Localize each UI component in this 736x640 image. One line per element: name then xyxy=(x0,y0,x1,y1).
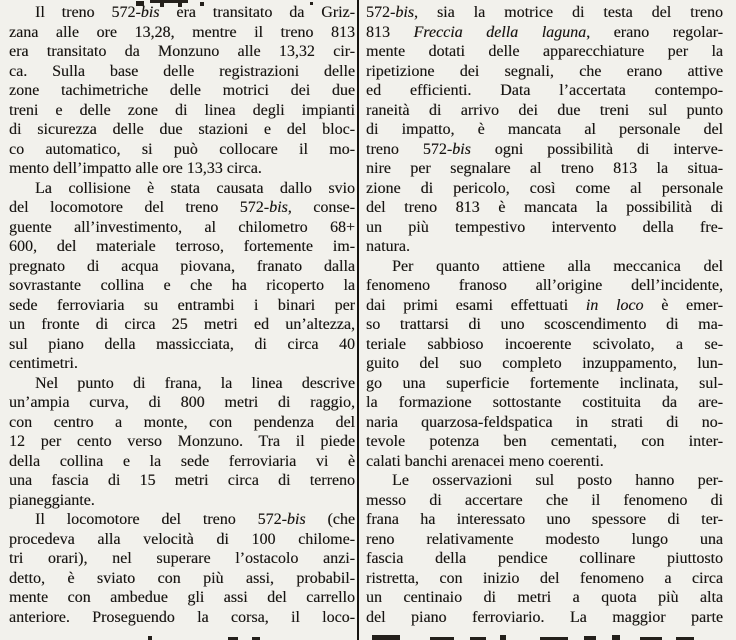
text-line xyxy=(366,510,723,530)
text-line xyxy=(366,393,723,413)
text-line xyxy=(9,257,355,277)
text-segment: 813 xyxy=(366,23,414,41)
text-segment: del piano ferroviario. La maggior parte xyxy=(366,608,723,626)
text-line xyxy=(9,354,355,374)
cut-text-fragment xyxy=(584,636,596,640)
text-segment: sede ferroviaria su entrambi i binari per xyxy=(9,296,355,314)
text-line xyxy=(9,510,355,530)
text-line xyxy=(9,237,355,257)
cut-text-fragment xyxy=(612,635,620,640)
text-segment: , conse- xyxy=(287,199,355,216)
text-line xyxy=(9,530,355,550)
text-segment: un più tempestivo intervento della fre- xyxy=(366,218,723,236)
text-segment: ristretta, con inizio del fenomeno a circa xyxy=(366,569,723,587)
text-segment: sovrastante collina e che ha ricoperto la xyxy=(9,277,355,294)
cut-text-fragment xyxy=(500,635,506,640)
text-segment: zione di pericolo, così come al personale xyxy=(366,179,723,197)
italic-text-segment: in loco xyxy=(585,296,644,314)
text-segment: è emer- xyxy=(643,296,723,314)
text-segment: centimetri. xyxy=(9,355,78,372)
text-line xyxy=(366,62,723,82)
text-segment: go una superficie fortemente inclinata, sul- xyxy=(366,374,723,392)
text-line xyxy=(9,159,355,179)
text-segment: calati banchi arenacei meno coerenti. xyxy=(366,452,604,470)
text-line xyxy=(9,452,355,472)
text-line xyxy=(366,3,723,23)
text-line xyxy=(9,393,355,413)
text-segment: 572- xyxy=(366,4,396,21)
right-text-column xyxy=(366,3,723,627)
text-segment: ripetizione dei segnali, che erano attive xyxy=(366,62,723,80)
text-segment: tevole potenza ben cementati, con inter- xyxy=(366,433,723,450)
text-segment: sul piano della massicciata, di circa 40 xyxy=(9,335,355,353)
text-line xyxy=(9,179,355,199)
text-line xyxy=(366,257,723,277)
text-line xyxy=(9,335,355,355)
text-line xyxy=(9,374,355,394)
text-segment: ogni possibilità di interve- xyxy=(470,140,723,158)
text-segment: messo di accertare che il fenomeno di xyxy=(366,491,723,509)
text-segment: una fascia di 15 metri circa di terreno xyxy=(9,472,355,489)
text-line xyxy=(9,569,355,589)
text-segment: un fronte di circa 25 metri ed un’altezza, xyxy=(9,316,355,333)
text-segment: zana alle ore 13,28, mentre il treno 813 xyxy=(9,23,355,41)
text-line xyxy=(366,296,723,316)
text-line xyxy=(366,81,723,101)
text-line xyxy=(366,335,723,355)
column-divider-rule xyxy=(357,0,359,640)
text-line xyxy=(366,588,723,608)
text-line xyxy=(366,354,723,374)
text-line xyxy=(9,276,355,296)
text-line xyxy=(9,81,355,101)
italic-text-segment: bis xyxy=(286,511,306,528)
text-segment: raneità di arrivo dei due treni sul punto xyxy=(366,101,723,119)
text-line xyxy=(366,374,723,394)
text-line xyxy=(366,237,723,257)
text-segment: reno relativamente modesto lungo una xyxy=(366,530,723,548)
text-line xyxy=(9,549,355,569)
text-line xyxy=(366,413,723,433)
text-segment: zone tachimetriche delle motrici dei due xyxy=(9,82,355,99)
text-segment: natura. xyxy=(366,238,410,255)
text-segment: di impatto, è mancata al personale del xyxy=(366,121,723,138)
text-line xyxy=(366,198,723,218)
text-line xyxy=(9,101,355,121)
text-line xyxy=(366,101,723,121)
text-segment: so trattarsi di uno scoscendimento di ma- xyxy=(366,316,723,333)
text-segment: ed efficienti. Data l’accertata contempo- xyxy=(366,82,723,99)
text-segment: con centro a monte, con pendenza del xyxy=(9,413,355,431)
left-text-column xyxy=(9,3,355,627)
text-segment: mente con ambedue gli assi del carrello xyxy=(9,589,355,606)
text-segment: ca. Sulla base delle registrazioni delle xyxy=(9,62,355,80)
text-line xyxy=(366,159,723,179)
text-line xyxy=(366,452,723,472)
text-segment: del treno 813 è mancata la possibilità di xyxy=(366,199,723,216)
text-segment: 600, del materiale terroso, fortemente im- xyxy=(9,238,355,255)
text-segment: tri orari), nel superare l’ostacolo anzi- xyxy=(9,550,355,567)
text-line xyxy=(366,432,723,452)
text-segment: , erano regolar- xyxy=(586,23,723,41)
text-segment: naria quarzosa-feldspatica in strati di no- xyxy=(366,413,723,431)
text-segment: guente all’investimento, al chilometro 68+ xyxy=(9,218,355,236)
text-segment: 12 per cento verso Monzuno. Tra il piede xyxy=(9,433,355,450)
text-line xyxy=(9,23,355,43)
text-segment: Nel punto di frana, la linea descrive xyxy=(35,374,355,392)
cut-text-fragment xyxy=(372,635,400,640)
text-line xyxy=(9,296,355,316)
text-line xyxy=(9,120,355,140)
text-line xyxy=(366,530,723,550)
italic-text-segment: bis xyxy=(140,4,160,21)
cut-text-fragment xyxy=(148,636,152,640)
text-segment: pianeggiante. xyxy=(9,491,95,509)
text-line xyxy=(9,62,355,82)
text-line xyxy=(9,432,355,452)
text-line xyxy=(9,608,355,628)
text-line xyxy=(366,140,723,160)
italic-text-segment: bis xyxy=(395,4,414,21)
text-line xyxy=(366,218,723,238)
text-segment: mente dotati delle apparecchiature per la xyxy=(366,43,723,60)
text-line xyxy=(9,413,355,433)
text-line xyxy=(366,569,723,589)
text-line xyxy=(366,179,723,199)
text-segment: treni e delle zone di linea degli impianti xyxy=(9,101,355,119)
text-line xyxy=(9,491,355,511)
text-line xyxy=(366,23,723,43)
text-line xyxy=(9,315,355,335)
text-line xyxy=(366,549,723,569)
text-line xyxy=(9,218,355,238)
text-segment: guito del suo completo inzuppamento, lun- xyxy=(366,355,723,372)
text-line xyxy=(9,588,355,608)
text-segment: La collisione è stata causata dallo svio xyxy=(35,179,355,197)
text-segment: (che xyxy=(305,511,355,528)
text-line xyxy=(366,608,723,628)
text-segment: , sia la motrice di testa del treno xyxy=(414,4,723,21)
text-segment: Il locomotore del treno 572- xyxy=(35,511,287,528)
text-segment: teriale sabbioso incoerente scivolato, a se- xyxy=(366,335,723,353)
text-line xyxy=(366,315,723,335)
italic-text-segment: bis xyxy=(452,140,471,158)
text-segment: detto, è sviato con più assi, probabil- xyxy=(9,569,355,587)
text-line xyxy=(9,140,355,160)
text-segment: nire per segnalare al treno 813 la situa- xyxy=(366,160,723,177)
text-line xyxy=(9,471,355,491)
text-segment: anteriore. Proseguendo la corsa, il loco- xyxy=(9,608,355,626)
text-segment: di sicurezza delle due stazioni e del bloc- xyxy=(9,121,355,138)
text-segment: un centinaio di metri a quota più alta xyxy=(366,589,723,606)
text-segment: Il treno 572- xyxy=(35,4,141,21)
text-line xyxy=(9,42,355,62)
text-line xyxy=(366,491,723,511)
text-segment: treno 572- xyxy=(366,140,453,158)
text-segment: Le osservazioni sul posto hanno per- xyxy=(392,472,723,489)
text-segment: della collina e la sede ferroviaria vi è xyxy=(9,452,355,470)
text-line xyxy=(366,276,723,296)
text-segment: co automatico, si può collocare il mo- xyxy=(9,140,355,158)
text-segment: la formazione sottostante costituita da are- xyxy=(366,394,723,411)
text-segment: fascia della pendice collinare piuttosto xyxy=(366,550,723,567)
text-segment: un’ampia curva, di 800 metri di raggio, xyxy=(9,394,355,411)
text-segment: fenomeno franoso all’origine dell’incidente, xyxy=(366,277,723,294)
text-segment: era transitato da Monzuno alle 13,32 cir- xyxy=(9,43,355,60)
text-segment: pregnato di acqua piovana, franato dalla xyxy=(9,257,355,275)
italic-text-segment: Freccia della laguna xyxy=(413,23,587,41)
text-segment: era transitato da Griz- xyxy=(159,4,355,21)
text-segment: Per quanto attiene alla meccanica del xyxy=(392,257,723,275)
text-line xyxy=(366,120,723,140)
text-line xyxy=(366,42,723,62)
text-segment: frana ha interessato uno spessore di ter- xyxy=(366,511,723,528)
text-segment: mento dell’impatto alle ore 13,33 circa. xyxy=(9,160,262,177)
text-segment: procedeva alla velocità di 100 chilome- xyxy=(9,530,355,548)
text-line xyxy=(9,3,355,23)
text-line xyxy=(9,198,355,218)
text-segment: dai primi esami effettuati xyxy=(366,296,586,314)
text-segment: del locomotore del treno 572- xyxy=(9,199,270,216)
text-line xyxy=(366,471,723,491)
italic-text-segment: bis xyxy=(269,199,288,216)
